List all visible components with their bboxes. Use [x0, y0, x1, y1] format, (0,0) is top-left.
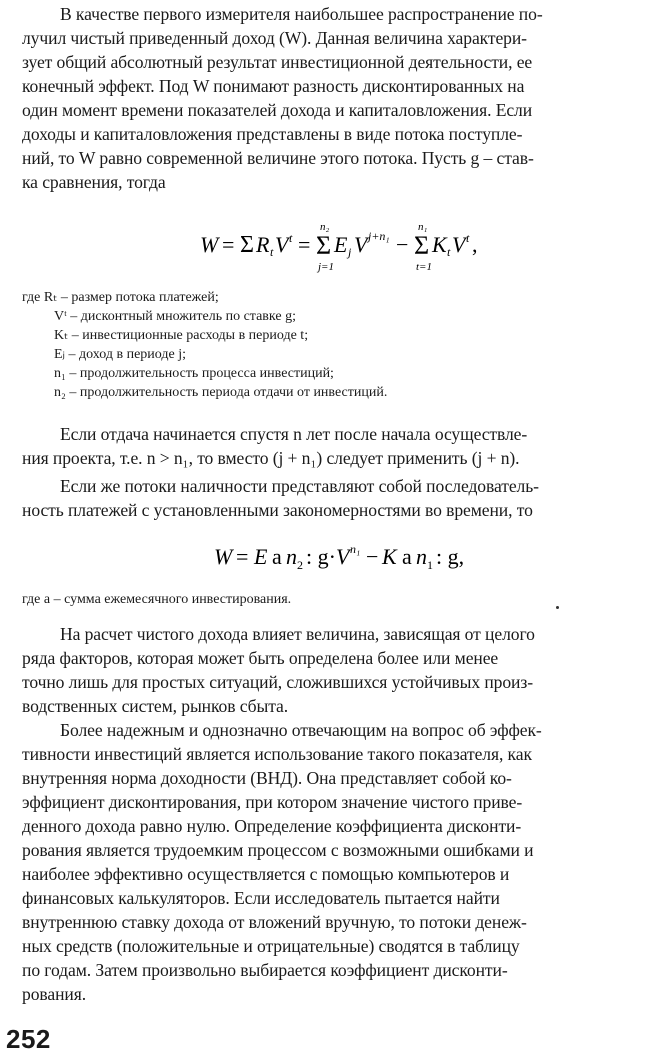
svg-text:t: t: [270, 245, 274, 259]
svg-text:j: j: [348, 245, 352, 259]
text-line: эффициент дисконтирования, при котором значение чистого приве-: [22, 792, 523, 812]
svg-text:n: n: [286, 544, 297, 569]
text-line: точно лишь для простых ситуаций, сложившихся устойчивых произ-: [22, 672, 533, 692]
svg-text:n₁: n₁: [350, 542, 361, 556]
text-line: На расчет чистого дохода влияет величина, зависящая от целого: [60, 624, 535, 644]
text-line: ка сравнения, тогда: [22, 172, 166, 192]
svg-text:t=1: t=1: [416, 261, 432, 273]
svg-text:2: 2: [297, 558, 303, 572]
text-line: денного дохода равно нулю. Определение коэффициента дисконти-: [22, 816, 522, 836]
text-line: рования.: [22, 984, 86, 1004]
formula-2-graphic: [214, 540, 474, 574]
svg-text:V: V: [452, 232, 466, 257]
text-line: доходы и капиталовложения представлены в виде потока поступле-: [22, 124, 523, 144]
svg-text:=: =: [236, 544, 249, 569]
svg-text:V: V: [354, 232, 368, 257]
text-line: конечный эффект. Под W понимают разность дисконтированных на: [22, 76, 525, 96]
text-line: водственных систем, рынков сбыта.: [22, 696, 289, 716]
formula-annuity: [214, 540, 474, 580]
text-line: Если отдача начинается спустя n лет после начала осуществле-: [60, 424, 528, 444]
text-line: финансовых калькуляторов. Если исследователь пытается найти: [22, 888, 500, 908]
svg-text:j+n₁: j+n₁: [368, 229, 390, 243]
svg-text:t: t: [289, 231, 293, 245]
svg-text:n: n: [416, 544, 427, 569]
svg-text:a: a: [272, 544, 282, 569]
definition-line: где Rₜ – размер потока платежей;: [22, 290, 219, 305]
definitions-list: [22, 288, 387, 402]
svg-text:Σ: Σ: [414, 231, 430, 260]
svg-text:R: R: [256, 232, 270, 257]
formula-net-present-value: [200, 218, 490, 284]
text-line: рования является трудоемким процессом с возможными ошибками и: [22, 840, 534, 860]
svg-text:t: t: [447, 245, 451, 259]
paragraph-irr: [22, 718, 650, 1006]
svg-text:1: 1: [427, 558, 433, 572]
svg-text:−: −: [396, 232, 409, 257]
paragraph-intro: [22, 2, 650, 194]
text-line: ния проекта, т.е. n > n₁, то вместо (j + n₁) следует применить (j + n).: [22, 448, 520, 468]
svg-text:V: V: [275, 232, 289, 257]
text-line: Если же потоки наличности представляют собой последователь-: [60, 476, 539, 496]
svg-text:K: K: [432, 232, 447, 257]
svg-text:,: ,: [472, 232, 478, 257]
text-line: ряда факторов, которая может быть определена более или менее: [22, 648, 499, 668]
text-line: тивности инвестиций является использование такого показателя, как: [22, 744, 532, 764]
text-line: ний, то W равно современной величине этого потока. Пусть g – став-: [22, 148, 534, 168]
definition-line: Vᵗ – дисконтный множитель по ставке g;: [54, 309, 296, 324]
definition-line: n₂ – продолжительность периода отдачи от инвестиций.: [54, 385, 388, 400]
paragraph-factors: [22, 622, 650, 718]
page-number: 252: [6, 1024, 51, 1054]
svg-text:W: W: [200, 232, 219, 257]
definition-line: где a – сумма ежемесячного инвестирования.: [22, 592, 292, 607]
text-line: ных средств (положительные и отрицательные) сводятся в таблицу: [22, 936, 520, 956]
text-line: зует общий абсолютный результат инвестиционной деятельности, ее: [22, 52, 533, 72]
paragraph-cash-flows: [22, 474, 650, 522]
svg-text:Σ: Σ: [316, 231, 332, 260]
svg-text:=: =: [222, 232, 235, 257]
svg-text:j=1: j=1: [318, 261, 334, 273]
svg-text:a: a: [402, 544, 412, 569]
text-line: внутреннюю ставку дохода от вложений вручную, то потоки денеж-: [22, 912, 527, 932]
svg-text:: g,: : g,: [436, 544, 465, 569]
svg-text:V: V: [336, 544, 350, 569]
svg-text:n₂: n₂: [320, 221, 330, 233]
svg-text:: g·: : g·: [306, 544, 336, 569]
formula-1-graphic: [200, 218, 490, 278]
definition-a: [22, 590, 291, 609]
text-line: один момент времени показателей дохода и капиталовложения. Если: [22, 100, 533, 120]
svg-text:K: K: [382, 544, 397, 569]
text-line: внутренняя норма доходности (ВНД). Она представляет собой ко-: [22, 768, 512, 788]
text-line: наиболее эффективно осуществляется с помощью компьютеров и: [22, 864, 510, 884]
svg-text:n₁: n₁: [418, 221, 428, 233]
text-line: Более надежным и однозначно отвечающим на вопрос об эффек-: [60, 720, 542, 740]
svg-text:t: t: [466, 231, 470, 245]
definition-line: Eⱼ – доход в периоде j;: [54, 347, 186, 362]
svg-text:E: E: [254, 544, 268, 569]
print-speck: [556, 606, 559, 609]
definition-line: n₁ – продолжительность процесса инвестиций;: [54, 366, 334, 381]
svg-text:E: E: [334, 232, 348, 257]
paragraph-delay: [22, 422, 650, 470]
definition-line: Kₜ – инвестиционные расходы в периоде t;: [54, 328, 309, 343]
text-line: по годам. Затем произвольно выбирается коэффициент дисконти-: [22, 960, 508, 980]
text-line: В качестве первого измерителя наибольшее распространение по-: [60, 4, 543, 24]
svg-text:Σ: Σ: [240, 232, 254, 258]
svg-text:W: W: [214, 544, 233, 569]
svg-text:=: =: [298, 232, 311, 257]
text-line: лучил чистый приведенный доход (W). Данная величина характери-: [22, 28, 527, 48]
text-line: ность платежей с установленными закономерностями во времени, то: [22, 500, 533, 520]
svg-text:−: −: [366, 544, 379, 569]
